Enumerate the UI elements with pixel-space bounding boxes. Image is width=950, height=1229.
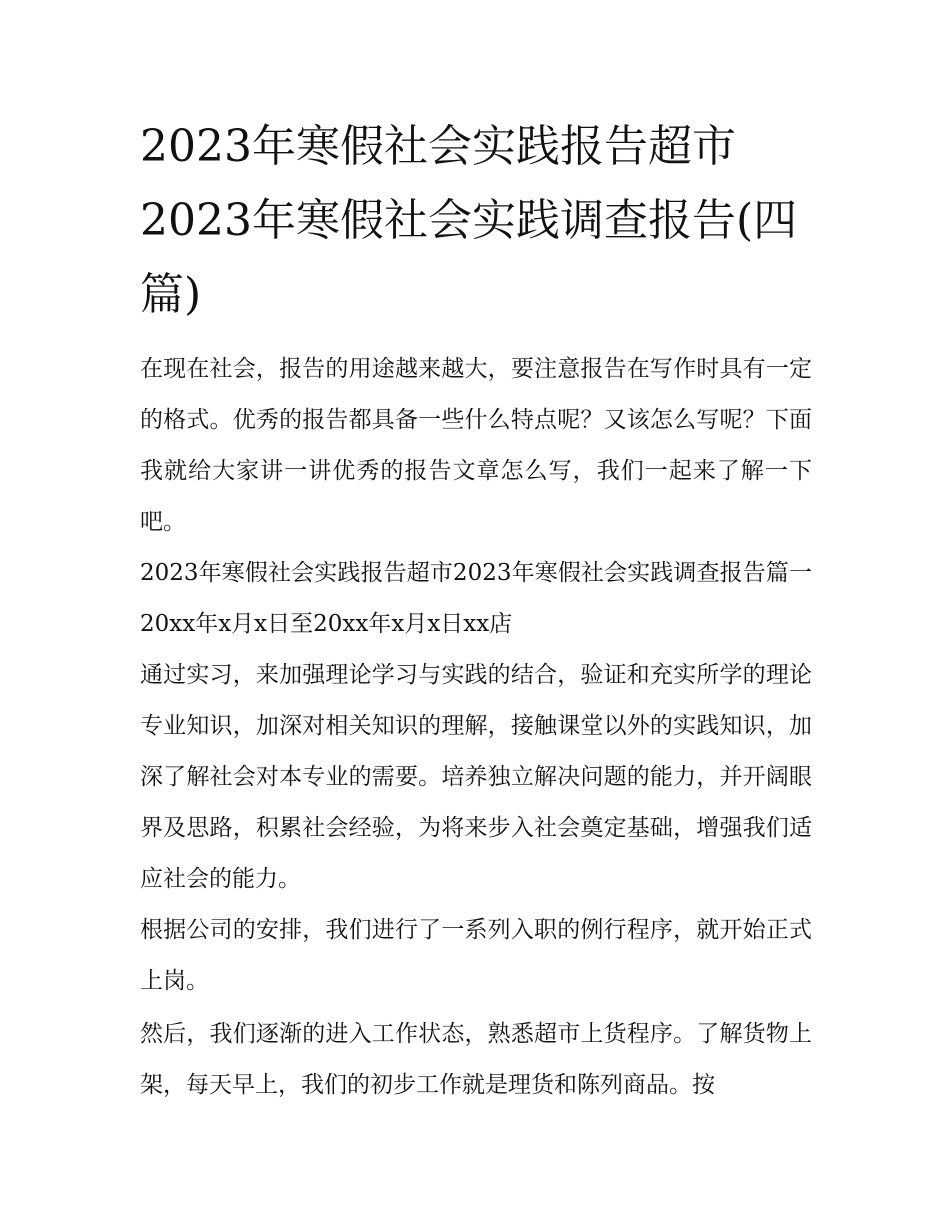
intro-paragraph: 在现在社会，报告的用途越来越大，要注意报告在写作时具有一定的格式。优秀的报告都具备一些什么特点呢？又该怎么写呢？下面我就给大家讲一讲优秀的报告文章怎么写，我们一起来了解一下吧。	[140, 356, 812, 535]
document-title: 2023年寒假社会实践报告超市2023年寒假社会实践调查报告(四篇)	[140, 121, 798, 320]
onboarding-paragraph: 根据公司的安排，我们进行了一系列入职的例行程序，就开始正式上岗。	[140, 917, 812, 994]
purpose-paragraph: 通过实习，来加强理论学习与实践的结合，验证和充实所学的理论专业知识，加深对相关知识的理解，接触课堂以外的实践知识，加深了解社会对本专业的需要。培养独立解决问题的能力，并开阔眼界及思路，积累社会经验，为将来步入社会奠定基础，增强我们适应社会的能力。	[140, 662, 812, 892]
work-paragraph: 然后，我们逐渐的进入工作状态，熟悉超市上货程序。了解货物上架，每天早上，我们的初步工作就是理货和陈列商品。按	[140, 1021, 812, 1098]
section-heading-paragraph: 2023年寒假社会实践报告超市2023年寒假社会实践调查报告篇一20xx年x月x日至20xx年x月x日xx店	[140, 560, 812, 637]
document-page	[140, 110, 812, 1111]
